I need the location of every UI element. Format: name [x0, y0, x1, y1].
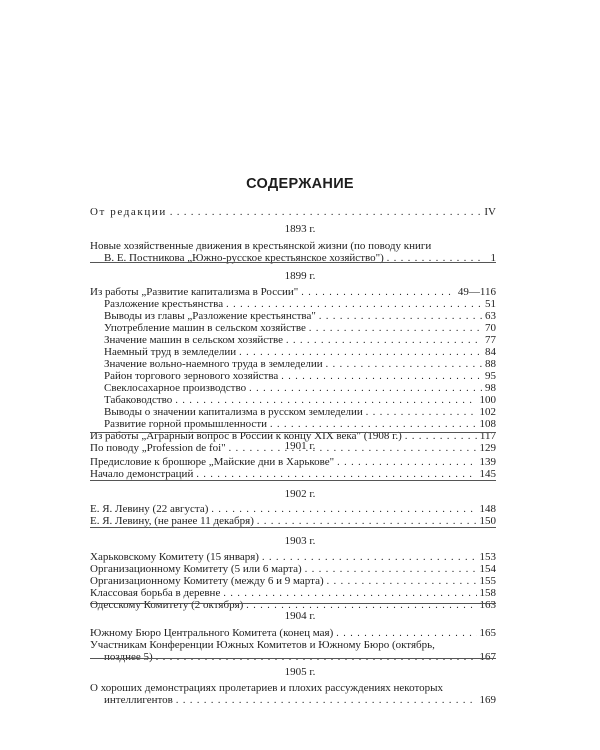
toc-entry	[104, 358, 496, 370]
toc-page-number: 51	[485, 298, 496, 310]
section-year: 1893 г.	[284, 223, 316, 235]
toc-page-number: 148	[479, 503, 496, 515]
toc-entry-title: По поводу „Profession de foi"	[90, 442, 226, 454]
toc-page-number: 70	[485, 322, 496, 334]
toc-entry-title: Начало демонстраций	[90, 468, 194, 480]
toc-page-number: 63	[485, 310, 496, 322]
section-divider	[90, 262, 496, 263]
toc-entry	[90, 456, 496, 468]
toc-entry-title: Район торгового зернового хозяйства	[104, 370, 279, 382]
toc-page-number: 98	[485, 382, 496, 394]
toc-page-number: 49—116	[457, 286, 496, 298]
toc-page-number: 84	[485, 346, 496, 358]
toc-entry-title: Новые хозяйственные движения в крестьянской жизни (по поводу книги	[90, 240, 432, 252]
section-year: 1899 г.	[284, 270, 316, 282]
section-divider	[90, 658, 496, 659]
toc-entry-title: Из работы „Развитие капитализма в России"	[90, 286, 299, 298]
page-title: СОДЕРЖАНИЕ	[246, 176, 354, 192]
toc-page-number: 117	[479, 430, 496, 442]
toc-entry-title: Южному Бюро Центрального Комитета (конец мая)	[90, 627, 334, 639]
toc-page-number: 158	[479, 587, 496, 599]
toc-entry	[104, 334, 496, 346]
toc-entry-title: Предисловие к брошюре „Майские дни в Харькове"	[90, 456, 335, 468]
toc-entry-title: От редакции	[90, 206, 167, 218]
toc-entry-title: Развитие горной промышленности	[104, 418, 268, 430]
toc-entry	[104, 346, 496, 358]
toc-page-number: 102	[479, 406, 496, 418]
toc-entry	[104, 370, 496, 382]
toc-entry	[104, 298, 496, 310]
toc-entry	[90, 206, 496, 218]
toc-entry-title: интеллигентов	[104, 694, 173, 706]
toc-entry-title: Свеклосахарное производство	[104, 382, 247, 394]
toc-entry	[104, 694, 496, 706]
section-divider	[90, 603, 496, 604]
toc-entry-title: Е. Я. Левину (22 августа)	[90, 503, 209, 515]
toc-entry	[90, 627, 496, 639]
toc-entry	[104, 322, 496, 334]
toc-entry	[90, 575, 496, 587]
toc-page-number: 169	[479, 694, 496, 706]
toc-entry-title: Табаководство	[104, 394, 173, 406]
toc-entry	[90, 286, 496, 298]
toc-entry-title: Значение машин в сельском хозяйстве	[104, 334, 284, 346]
toc-entry-title: Употребление машин в сельском хозяйстве	[104, 322, 306, 334]
section-divider	[90, 527, 496, 528]
toc-entry-title: Одесскому Комитету (2 октября)	[90, 599, 244, 611]
toc-entry-title: Организационному Комитету (между 6 и 9 марта)	[90, 575, 324, 587]
toc-entry	[90, 563, 496, 575]
section-year: 1902 г.	[284, 488, 316, 500]
toc-entry	[90, 639, 496, 651]
toc-entry-title: Значение вольно-наемного труда в земледелии	[104, 358, 323, 370]
toc-entry	[90, 468, 496, 480]
toc-page-number: 154	[479, 563, 496, 575]
toc-page-number: 165	[479, 627, 496, 639]
toc-entry	[104, 651, 496, 663]
toc-entry	[104, 310, 496, 322]
toc-entry	[104, 406, 496, 418]
toc-page-number: 1	[490, 252, 496, 264]
section-year: 1901 г.	[284, 440, 316, 452]
section-year: 1905 г.	[284, 666, 316, 678]
toc-entry-title: Классовая борьба в деревне	[90, 587, 221, 599]
dot-leader	[170, 207, 482, 219]
toc-entry-title: Разложение крестьянства	[104, 298, 224, 310]
toc-page-number: 155	[479, 575, 496, 587]
toc-page-number: 108	[479, 418, 496, 430]
section-divider	[90, 480, 496, 481]
toc-entry-title: В. Е. Постникова „Южно-русское крестьянское хозяйство")	[104, 252, 384, 264]
toc-page-number: 88	[485, 358, 496, 370]
toc-page-number: 100	[479, 394, 496, 406]
toc-entry-title: Е. Я. Левину, (не ранее 11 декабря)	[90, 515, 254, 527]
section-year: 1904 г.	[284, 610, 316, 622]
toc-entry-title: Организационному Комитету (5 или 6 марта)	[90, 563, 302, 575]
toc-entry-title: позднее 5)	[104, 651, 153, 663]
toc-page-number: 163	[479, 599, 496, 611]
toc-entry	[90, 587, 496, 599]
toc-entry-title: О хороших демонстрациях пролетариев и плохих рассуждениях некоторых	[90, 682, 444, 694]
toc-entry-title: Участникам Конференции Южных Комитетов и Южному Бюро (октябрь,	[90, 639, 435, 651]
toc-page-number: 129	[479, 442, 496, 454]
toc-page-number: IV	[484, 206, 496, 218]
toc-page-number: 77	[485, 334, 496, 346]
toc-page-number: 150	[479, 515, 496, 527]
dot-leader	[387, 253, 483, 265]
toc-page-number: 139	[479, 456, 496, 468]
toc-entry-title: Выводы из главы „Разложение крестьянства"	[104, 310, 316, 322]
toc-page-number: 153	[479, 551, 496, 563]
toc-entry	[90, 515, 496, 527]
toc-page-number: 167	[479, 651, 496, 663]
toc-entry	[90, 551, 496, 563]
toc-entry-title: Харьковскому Комитету (15 января)	[90, 551, 259, 563]
toc-entry-title: Из работы „Аграрный вопрос в России к концу XIX века" (1908 г.)	[90, 430, 402, 442]
toc-page-number: 95	[485, 370, 496, 382]
toc-entry	[104, 394, 496, 406]
toc-entry	[90, 240, 496, 252]
section-year: 1903 г.	[284, 535, 316, 547]
section-divider	[90, 432, 496, 433]
toc-entry	[90, 503, 496, 515]
toc-page-number: 145	[479, 468, 496, 480]
dot-leader	[176, 695, 477, 707]
toc-entry	[104, 382, 496, 394]
toc-entry-title: Наемный труд в земледелии	[104, 346, 237, 358]
toc-entry-title: Выводы о значении капитализма в русском земледелии	[104, 406, 363, 418]
toc-entry	[90, 682, 496, 694]
toc-entry	[104, 418, 496, 430]
